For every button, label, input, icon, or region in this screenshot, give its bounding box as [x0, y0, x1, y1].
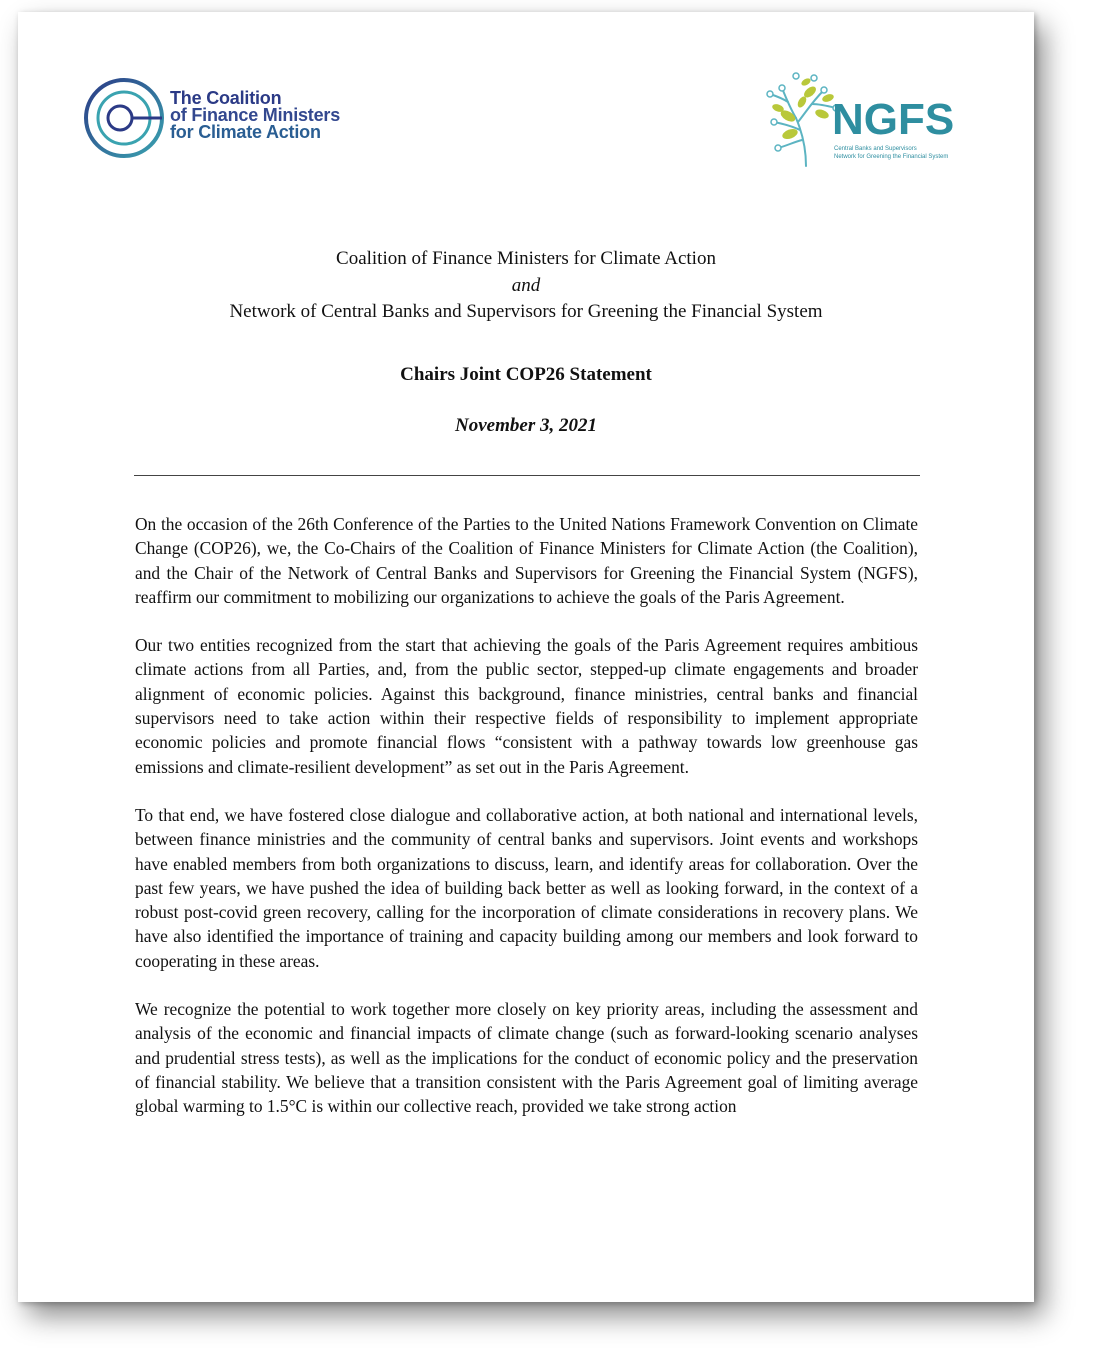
- statement-body: [135, 512, 918, 1143]
- horizontal-rule: [134, 475, 920, 476]
- coalition-wordmark: [170, 90, 340, 141]
- coalition-wordmark-line1: The Coalition: [170, 88, 282, 108]
- coalition-circle-logo-icon: [82, 76, 166, 160]
- coalition-wordmark-line3: for Climate Action: [170, 122, 321, 142]
- ngfs-acronym: NGFS: [832, 95, 955, 144]
- ngfs-subtitle-line2: Network for Greening the Financial System: [834, 154, 949, 160]
- document-page: [18, 12, 1034, 1302]
- paragraph-4: We recognize the potential to work together more closely on key priority areas, including the assessment and analysis of the economic and financial impacts of climate change (such as forward-looking scenario analyses and prudential stress tests), as well as the implications for the conduct of economic policy and the preservation of financial stability. We believe that a transition consistent with the Paris Agreement goal of limiting average global warming to 1.5°C is within our collective reach, provided we take strong action: [135, 999, 918, 1117]
- document-title: Chairs Joint COP26 Statement: [400, 364, 652, 385]
- ngfs-subtitle-line1: Central Banks and Supervisors: [834, 146, 917, 152]
- coalition-wordmark-line2: of Finance Ministers: [170, 105, 341, 125]
- header-org2: Network of Central Banks and Supervisors for Greening the Financial System: [229, 301, 823, 322]
- ngfs-logo: [766, 68, 955, 178]
- header-conjunction: and: [511, 275, 541, 296]
- paragraph-3: To that end, we have fostered close dialogue and collaborative action, at both national and international levels, between finance ministries and the community of central banks and supervisors. Joint events and workshops have enabled members from both organizations to discuss, learn, and identify areas for collaboration. Over the past few years, we have pushed the idea of building back better as well as looking forward, in the context of a robust post-covid green recovery, calling for the incorporation of climate considerations in recovery plans. We have also identified the importance of training and capacity building among our members and look forward to cooperating in these areas.: [135, 804, 918, 971]
- coalition-logo: [82, 74, 382, 164]
- paragraph-1: On the occasion of the 26th Conference of the Parties to the United Nations Framework Convention on Climate Change (COP26), we, the Co-Chairs of the Coalition of Finance Ministers for Climate Action (the Coalition), and the Chair of the Network of Central Banks and Supervisors for Greening the Financial System (NGFS), reaffirm our commitment to mobilizing our organizations to achieve the goals of the Paris Agreement.: [135, 514, 918, 607]
- paragraph-2: Our two entities recognized from the start that achieving the goals of the Paris Agreement requires ambitious climate actions from all Parties, and, from the public sector, stepped-up climate engagements and broader alignment of economic policies. Against this background, finance ministries, central banks and financial supervisors need to take action within their respective fields of responsibility to implement appropriate economic policies and promote financial flows “consistent with a pathway towards low greenhouse gas emissions and climate-resilient development” as set out in the Paris Agreement.: [135, 635, 918, 777]
- document-date: November 3, 2021: [455, 415, 597, 436]
- ngfs-subtitle: [834, 145, 948, 161]
- header-org1: Coalition of Finance Ministers for Climate Action: [336, 248, 716, 269]
